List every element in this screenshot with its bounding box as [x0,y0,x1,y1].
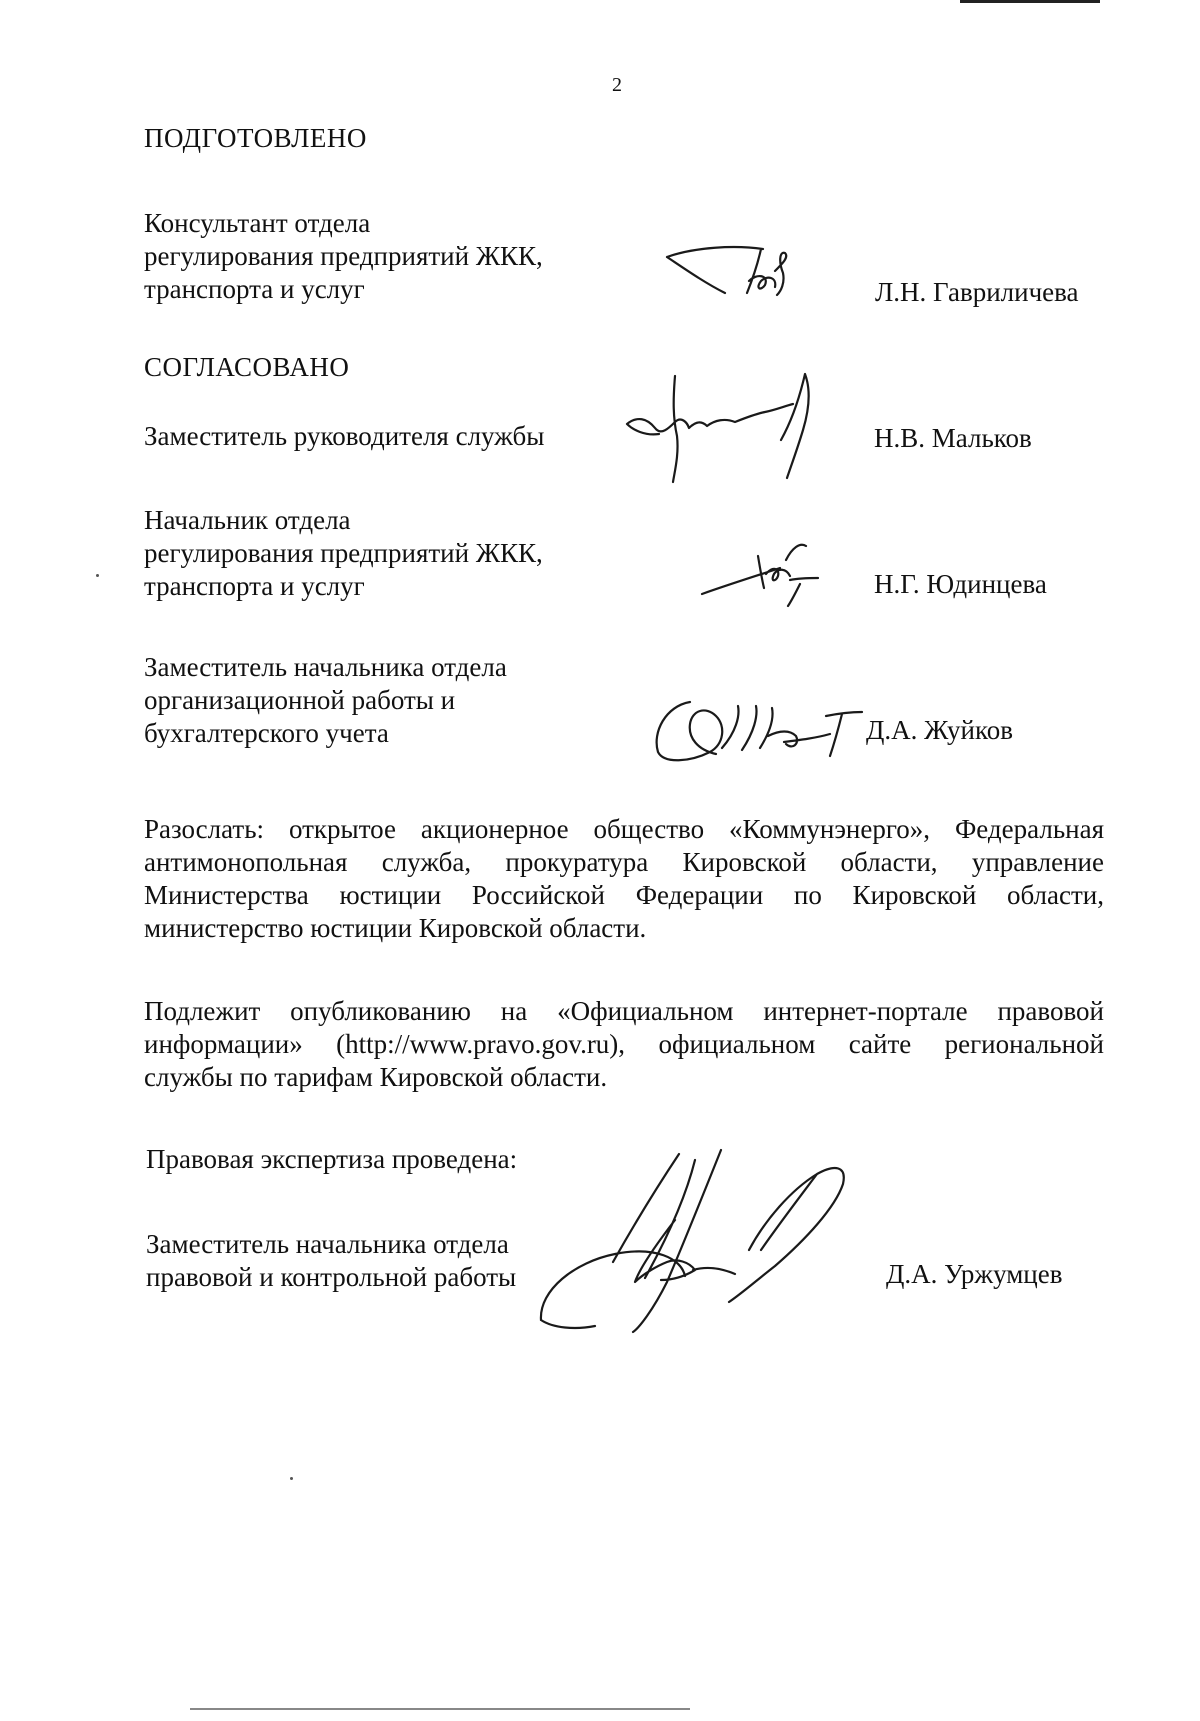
position-line: организационной работы и [144,685,456,715]
legal-review-position [146,1228,516,1294]
position-line: регулирования предприятий ЖКК, [144,538,543,568]
scan-artifact-bottom [190,1708,690,1710]
signature-gavrilicheva [665,245,815,315]
distribution-line: Министерства юстиции Российской Федерации по Кировской области, [144,880,1104,910]
position-line: Заместитель начальника отдела [146,1229,509,1259]
position-line: Заместитель начальника отдела [144,652,507,682]
position-line: транспорта и услуг [144,274,365,304]
publication-line: Подлежит опубликованию на «Официальном интернет-портале правовой [144,996,1104,1026]
publication-line: информации» (http://www.pravo.gov.ru), официальном сайте региональной [144,1029,1104,1059]
prepared-name: Л.Н. Гавриличева [875,277,1079,307]
agreed-position-3 [144,651,507,750]
position-line: бухгалтерского учета [144,718,389,748]
signature-yudintseva [700,538,830,610]
distribution-paragraph [144,813,1104,945]
prepared-position [144,207,543,306]
scan-dot [96,574,99,577]
agreed-name-2: Н.Г. Юдинцева [874,569,1047,599]
distribution-line: антимонопольная служба, прокуратура Кировской области, управление [144,847,1104,877]
publication-line: службы по тарифам Кировской области. [144,1062,608,1092]
agreed-position-1: Заместитель руководителя службы [144,421,545,451]
position-line: регулирования предприятий ЖКК, [144,241,543,271]
publication-paragraph [144,995,1104,1094]
signature-malkov [625,370,855,490]
page-number: 2 [612,74,622,96]
legal-review-name: Д.А. Уржумцев [886,1259,1063,1289]
agreed-heading: СОГЛАСОВАНО [144,352,350,382]
legal-review-heading: Правовая экспертиза проведена: [146,1144,518,1174]
distribution-line: Разослать: открытое акционерное общество «Коммунэнерго», Федеральная [144,814,1104,844]
scan-artifact-top [960,0,1100,3]
scan-dot [290,1477,293,1480]
signature-zhuykov [650,692,870,767]
signature-urzhumtsev [535,1150,875,1335]
position-line: Начальник отдела [144,505,351,535]
prepared-heading: ПОДГОТОВЛЕНО [144,123,367,153]
agreed-name-3: Д.А. Жуйков [866,715,1013,745]
position-line: правовой и контрольной работы [146,1262,517,1292]
distribution-line: министерство юстиции Кировской области. [144,913,647,943]
position-line: транспорта и услуг [144,571,365,601]
agreed-position-2 [144,504,543,603]
position-line: Консультант отдела [144,208,371,238]
agreed-name-1: Н.В. Мальков [874,423,1032,453]
